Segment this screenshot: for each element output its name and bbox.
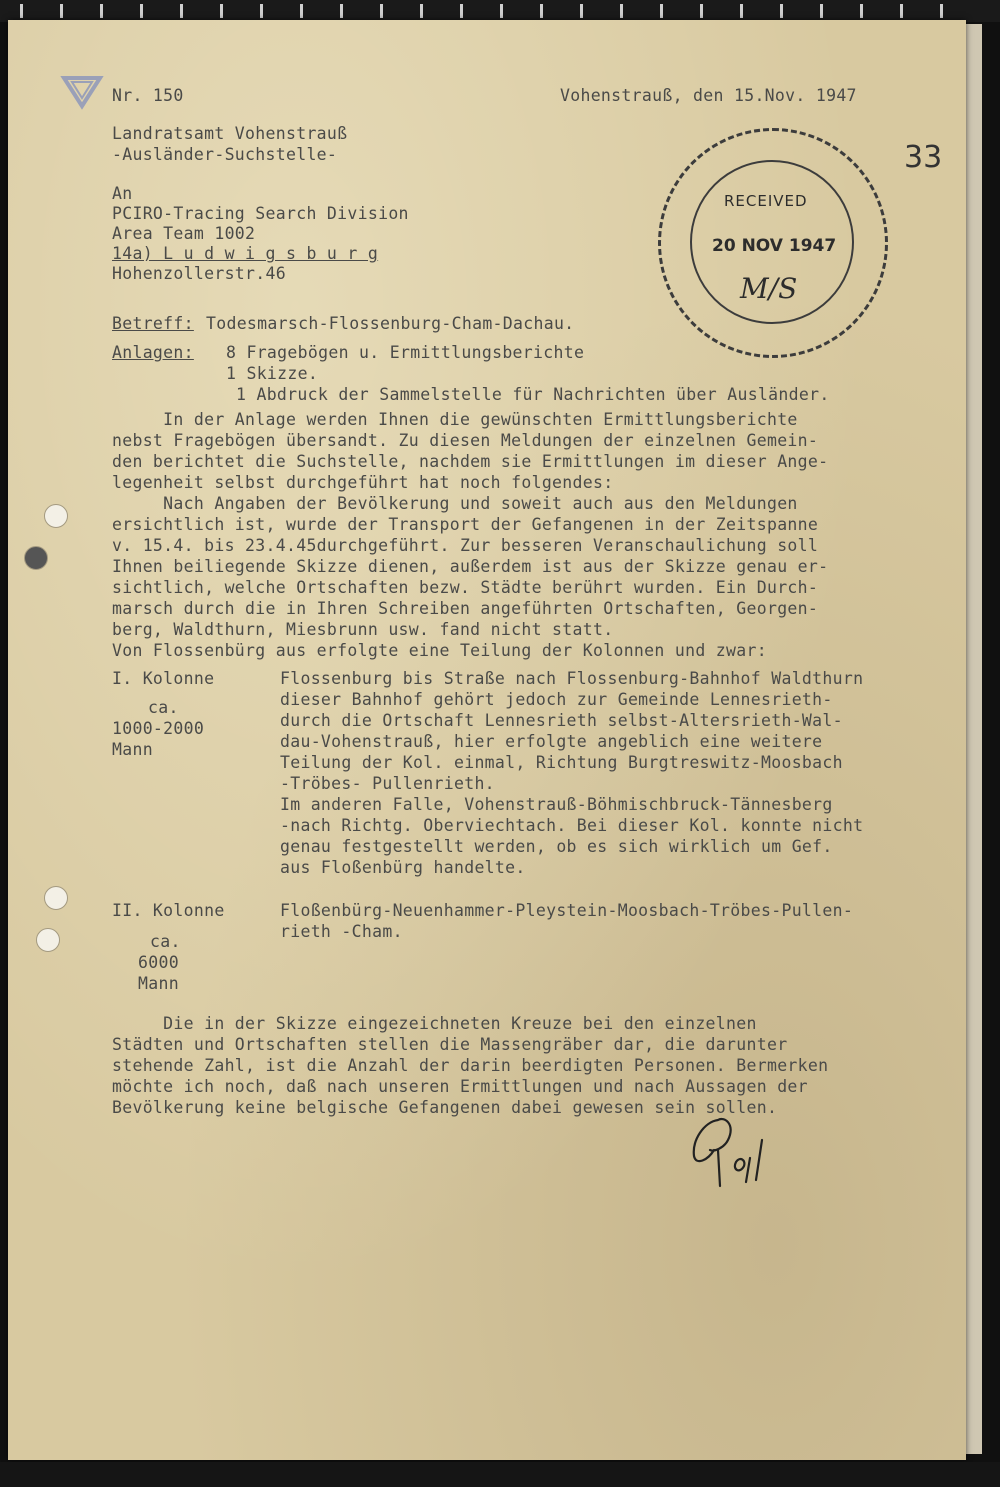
- recipient-line: Area Team 1002: [112, 224, 256, 243]
- closing-line: stehende Zahl, ist die Anzahl der darin beerdigten Personen. Bermerken: [112, 1056, 829, 1075]
- binder-strip: [0, 0, 1000, 22]
- body-line: Nach Angaben der Bevölkerung und soweit auch aus den Meldungen: [112, 494, 798, 513]
- column-label: II. Kolonne: [112, 901, 225, 920]
- attachment-item: 1 Abdruck der Sammelstelle für Nachrichten über Ausländer.: [236, 385, 830, 404]
- route-line: dau-Vohenstrauß, hier erfolgte angeblich eine weitere: [280, 732, 823, 751]
- body-line: nebst Fragebögen übersandt. Zu diesen Meldungen der einzelnen Gemein-: [112, 431, 819, 450]
- body-line: sichtlich, welche Ortschaften bezw. Städte berührt wurden. Ein Durch-: [112, 578, 819, 597]
- bottom-border: [0, 1462, 1000, 1487]
- route-line: genau festgestellt werden, ob es sich wirklich um Gef.: [280, 837, 833, 856]
- attachment-item: 1 Skizze.: [226, 364, 319, 383]
- archive-logo: [60, 72, 104, 112]
- route-line: Teilung der Kol. einmal, Richtung Burgtreswitz-Moosbach: [280, 753, 843, 772]
- route-line: -Tröbes- Pullenrieth.: [280, 774, 495, 793]
- body-line: In der Anlage werden Ihnen die gewünschten Ermittlungsberichte: [112, 410, 798, 429]
- stamp-label: RECEIVED: [724, 192, 808, 210]
- closing-line: Städten und Ortschaften stellen die Massengräber dar, die darunter: [112, 1035, 788, 1054]
- sender-line: -Ausländer-Suchstelle-: [112, 145, 338, 164]
- closing-line: Bevölkerung keine belgische Gefangenen dabei gewesen sein sollen.: [112, 1098, 778, 1117]
- column-unit: Mann: [138, 974, 179, 993]
- column-approx: ca.: [150, 932, 181, 951]
- body-line: den berichtet die Suchstelle, nachdem sie Ermittlungen im dieser Ange-: [112, 452, 829, 471]
- column-count: 6000: [138, 953, 179, 972]
- punch-hole: [44, 504, 68, 528]
- subject-text: Todesmarsch-Flossenburg-Cham-Dachau.: [206, 314, 575, 333]
- body-line: berg, Waldthurn, Miesbrunn usw. fand nicht statt.: [112, 620, 614, 639]
- recipient-line: An: [112, 184, 133, 203]
- column-count: 1000-2000: [112, 719, 205, 738]
- punch-hole: [44, 886, 68, 910]
- sender-line: Landratsamt Vohenstrauß: [112, 124, 348, 143]
- body-line: legenheit selbst durchgeführt hat noch folgendes:: [112, 473, 614, 492]
- closing-line: Die in der Skizze eingezeichneten Kreuze bei den einzelnen: [112, 1014, 757, 1033]
- page-number: 33: [904, 140, 943, 175]
- punch-hole: [24, 546, 48, 570]
- attachments-label: Anlagen:: [112, 343, 194, 362]
- column-label: I. Kolonne: [112, 669, 215, 688]
- place-date: Vohenstrauß, den 15.Nov. 1947: [560, 86, 857, 105]
- body-line: Ihnen beiliegende Skizze dienen, außerdem ist aus der Skizze genau er-: [112, 557, 829, 576]
- stamp-date: 20 NOV 1947: [712, 236, 837, 256]
- closing-line: möchte ich noch, daß nach unseren Ermittlungen und nach Aussagen der: [112, 1077, 808, 1096]
- column-approx: ca.: [148, 698, 179, 717]
- punch-hole: [36, 928, 60, 952]
- recipient-line: PCIRO-Tracing Search Division: [112, 204, 409, 223]
- subject-label: Betreff:: [112, 314, 194, 333]
- route-line: Floßenbürg-Neuenhammer-Pleystein-Moosbach-Tröbes-Pullen-: [280, 901, 854, 920]
- route-line: Flossenburg bis Straße nach Flossenburg-Bahnhof Waldthurn: [280, 669, 864, 688]
- body-line: marsch durch die in Ihren Schreiben angeführten Ortschaften, Georgen-: [112, 599, 819, 618]
- body-line: v. 15.4. bis 23.4.45durchgeführt. Zur besseren Veranschaulichung soll: [112, 536, 819, 555]
- route-line: rieth -Cham.: [280, 922, 403, 941]
- recipient-line: Hohenzollerstr.46: [112, 264, 286, 283]
- recipient-city: 14a) L u d w i g s b u r g: [112, 244, 379, 263]
- route-line: durch die Ortschaft Lennesrieth selbst-Altersrieth-Wal-: [280, 711, 843, 730]
- route-line: Im anderen Falle, Vohenstrauß-Böhmischbruck-Tännesberg: [280, 795, 833, 814]
- route-line: -nach Richtg. Oberviechtach. Bei dieser Kol. konnte nicht: [280, 816, 864, 835]
- reference-number: Nr. 150: [112, 86, 184, 105]
- body-line: ersichtlich ist, wurde der Transport der Gefangenen in der Zeitspanne: [112, 515, 819, 534]
- attachment-item: 8 Fragebögen u. Ermittlungsberichte: [226, 343, 585, 362]
- handwritten-signature: [684, 1110, 794, 1192]
- column-unit: Mann: [112, 740, 153, 759]
- route-line: dieser Bahnhof gehört jedoch zur Gemeinde Lennesrieth-: [280, 690, 833, 709]
- route-line: aus Floßenbürg handelte.: [280, 858, 526, 877]
- body-line: Von Flossenbürg aus erfolgte eine Teilung der Kolonnen und zwar:: [112, 641, 767, 660]
- stamp-initials: M/S: [740, 272, 798, 305]
